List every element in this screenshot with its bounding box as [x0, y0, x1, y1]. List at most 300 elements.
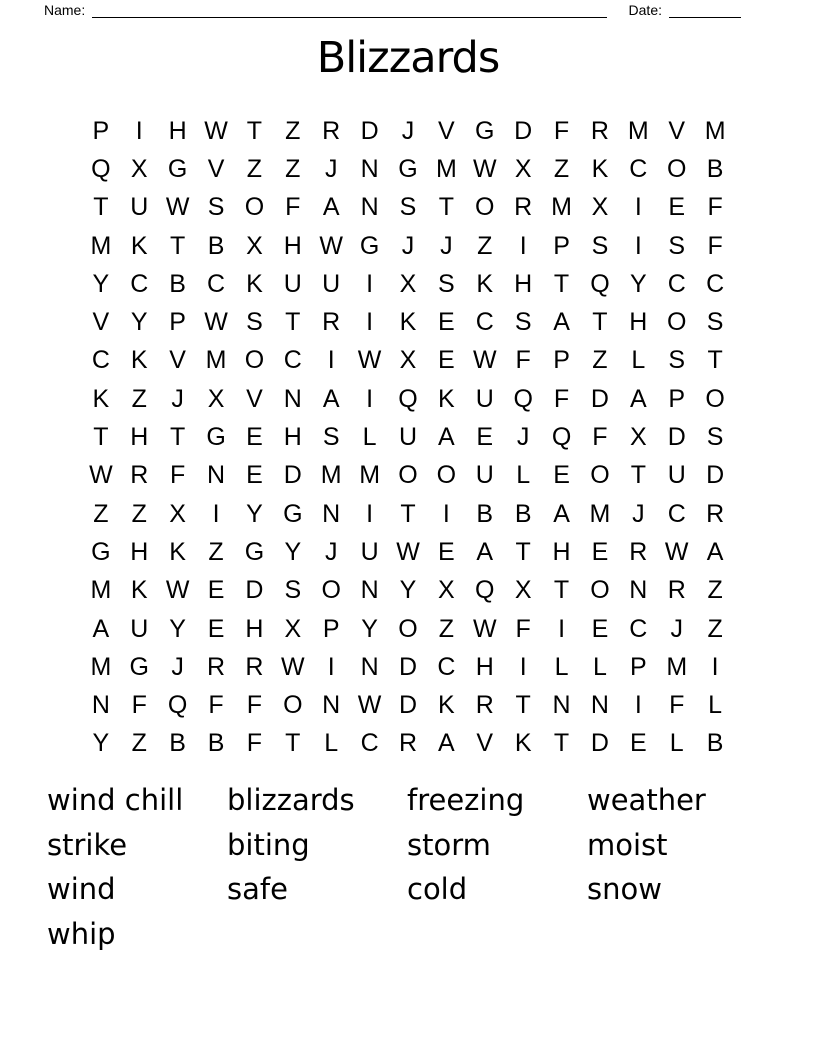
grid-letter: G	[475, 116, 495, 145]
grid-letter: G	[283, 499, 303, 528]
grid-letter: X	[629, 423, 647, 452]
grid-letter: T	[515, 691, 531, 720]
grid-letter: F	[553, 384, 570, 413]
grid-letter: V	[246, 384, 263, 413]
grid-letter: I	[135, 116, 143, 145]
grid-letter: Y	[361, 614, 378, 643]
grid-letter: W	[396, 537, 420, 566]
grid-letter: Q	[513, 384, 533, 413]
grid-letter: M	[205, 346, 227, 375]
grid-letter: W	[204, 116, 228, 145]
grid-letter: T	[93, 423, 109, 452]
grid-letter: V	[92, 308, 110, 337]
grid-letter: Q	[167, 691, 188, 720]
grid-letter: M	[551, 193, 572, 222]
grid-letter: H	[283, 423, 302, 452]
grid-letter: O	[436, 461, 457, 490]
grid-letter: R	[475, 691, 494, 720]
grid-letter: L	[516, 461, 531, 490]
grid-letter: W	[664, 537, 689, 566]
grid-letter: C	[360, 729, 379, 758]
grid-letter: F	[170, 461, 186, 490]
grid-letter: I	[366, 308, 374, 337]
grid-letter: B	[169, 729, 186, 758]
grid-letter: I	[558, 614, 566, 643]
grid-letter: H	[514, 269, 533, 298]
grid-letter: B	[476, 499, 494, 528]
grid-letter: T	[553, 729, 570, 758]
grid-letter: S	[514, 308, 532, 337]
grid-letter: O	[705, 384, 725, 413]
grid-letter: F	[515, 614, 531, 643]
grid-letter: T	[630, 461, 646, 490]
grid-letter: I	[519, 652, 527, 681]
grid-letter: Z	[707, 614, 723, 643]
grid-letter: N	[629, 576, 648, 605]
grid-letter: S	[207, 193, 225, 222]
grid-letter: U	[475, 461, 494, 490]
word-item: wind	[47, 872, 116, 906]
grid-letter: N	[590, 691, 609, 720]
grid-letter: W	[165, 193, 190, 222]
grid-letter: Z	[285, 154, 301, 183]
grid-letter: Q	[475, 576, 495, 605]
grid-letter: E	[246, 423, 263, 452]
grid-letter: G	[206, 423, 226, 452]
grid-letter: H	[168, 116, 187, 145]
grid-letter: C	[437, 652, 456, 681]
grid-letter: E	[207, 614, 225, 643]
grid-letter: H	[475, 652, 494, 681]
grid-letter: K	[246, 269, 263, 298]
word-item: freezing	[407, 783, 525, 817]
grid-letter: Z	[93, 499, 109, 528]
grid-letter: Y	[169, 614, 186, 643]
grid-letter: U	[398, 423, 418, 452]
grid-letter: W	[204, 308, 228, 337]
grid-letter: X	[207, 384, 225, 413]
grid-letter: O	[244, 346, 265, 375]
grid-letter: G	[398, 154, 418, 183]
grid-letter: D	[706, 461, 725, 490]
name-fill-line	[92, 4, 606, 18]
grid-letter: C	[91, 346, 110, 375]
grid-letter: P	[92, 116, 110, 145]
grid-letter: X	[438, 576, 455, 605]
grid-letter: J	[670, 614, 683, 643]
grid-letter: O	[398, 614, 418, 643]
grid-letter: M	[666, 652, 688, 681]
grid-letter: F	[246, 729, 263, 758]
grid-letter: O	[590, 461, 610, 490]
grid-letter: J	[324, 154, 338, 183]
grid-letter: O	[398, 461, 418, 490]
grid-letter: E	[438, 308, 455, 337]
grid-letter: K	[476, 269, 494, 298]
grid-letter: T	[246, 116, 263, 145]
grid-letter: H	[130, 537, 149, 566]
grid-letter: I	[366, 499, 374, 528]
grid-letter: Z	[131, 729, 147, 758]
grid-letter: D	[667, 423, 686, 452]
word-item: blizzards	[227, 783, 355, 817]
grid-letter: E	[246, 461, 263, 490]
grid-letter: U	[475, 384, 494, 413]
grid-letter: X	[246, 231, 263, 260]
grid-letter: P	[668, 384, 686, 413]
grid-letter: X	[399, 346, 417, 375]
grid-letter: D	[398, 691, 418, 720]
grid-letter: M	[435, 154, 457, 183]
grid-letter: D	[590, 384, 609, 413]
word-list	[47, 778, 767, 956]
grid-letter: F	[285, 193, 301, 222]
grid-letter: G	[167, 154, 188, 183]
grid-letter: T	[553, 576, 570, 605]
grid-letter: J	[171, 384, 184, 413]
grid-letter: O	[283, 691, 303, 720]
grid-letter: M	[359, 461, 381, 490]
grid-letter: X	[591, 193, 609, 222]
grid-letter: P	[169, 308, 186, 337]
grid-letter: U	[322, 269, 341, 298]
grid-letter: O	[475, 193, 495, 222]
grid-letter: I	[327, 346, 335, 375]
grid-letter: F	[131, 691, 147, 720]
grid-letter: Y	[284, 537, 302, 566]
grid-letter: I	[212, 499, 220, 528]
grid-letter: A	[322, 384, 340, 413]
grid-letter: A	[92, 614, 110, 643]
grid-letter: K	[130, 576, 148, 605]
grid-letter: L	[669, 729, 684, 758]
word-item: biting	[227, 827, 310, 862]
grid-letter: V	[476, 729, 494, 758]
grid-letter: G	[129, 652, 149, 681]
grid-letter: R	[629, 537, 648, 566]
grid-letter: O	[321, 576, 341, 605]
grid-letter: R	[590, 116, 609, 145]
grid-letter: K	[92, 384, 110, 413]
grid-letter: Z	[208, 537, 224, 566]
grid-letter: R	[706, 499, 725, 528]
grid-letter: J	[324, 537, 338, 566]
grid-letter: R	[207, 652, 226, 681]
grid-letter: Q	[398, 384, 418, 413]
word-item: whip	[47, 916, 116, 951]
grid-letter: W	[281, 652, 305, 681]
grid-letter: S	[706, 423, 724, 452]
grid-letter: Z	[592, 346, 608, 375]
grid-letter: R	[514, 193, 533, 222]
grid-letter: J	[171, 652, 184, 681]
grid-letter: A	[322, 193, 340, 222]
grid-letter: O	[590, 576, 610, 605]
grid-letter: T	[438, 193, 455, 222]
grid-letter: L	[708, 691, 723, 720]
grid-letter: E	[207, 576, 225, 605]
grid-letter: S	[246, 308, 263, 337]
grid-letter: M	[627, 116, 649, 145]
grid-letter: K	[514, 729, 532, 758]
grid-letter: N	[360, 154, 379, 183]
name-label: Name:	[44, 2, 86, 18]
grid-letter: T	[707, 346, 723, 375]
grid-letter: S	[706, 308, 724, 337]
grid-letter: I	[711, 652, 719, 681]
grid-letter: I	[634, 691, 642, 720]
grid-letter: G	[91, 537, 111, 566]
grid-letter: Y	[130, 308, 148, 337]
grid-letter: K	[130, 346, 148, 375]
grid-letter: U	[667, 461, 686, 490]
grid-letter: D	[398, 652, 418, 681]
grid-letter: I	[519, 231, 527, 260]
grid-letter: K	[169, 537, 186, 566]
grid-letter: T	[553, 269, 570, 298]
grid-letter: N	[91, 691, 110, 720]
grid-letter: C	[283, 346, 302, 375]
grid-letter: F	[707, 193, 723, 222]
grid-letter: E	[591, 614, 609, 643]
grid-letter: E	[553, 461, 570, 490]
grid-letter: N	[360, 652, 379, 681]
grid-letter: I	[366, 384, 374, 413]
grid-letter: K	[399, 308, 417, 337]
grid-letter: T	[170, 423, 186, 452]
grid-letter: M	[704, 116, 726, 145]
grid-letter: B	[207, 231, 225, 260]
grid-letter: X	[514, 576, 532, 605]
grid-letter: Q	[590, 269, 610, 298]
word-item: safe	[227, 872, 288, 906]
grid-letter: W	[472, 346, 497, 375]
grid-letter: F	[208, 691, 224, 720]
grid-letter: Z	[285, 116, 301, 145]
grid-letter: K	[438, 691, 455, 720]
puzzle-title: Blizzards	[316, 33, 500, 83]
word-item: moist	[587, 827, 668, 862]
grid-letter: C	[667, 499, 686, 528]
grid-letter: C	[667, 269, 686, 298]
word-item: strike	[47, 827, 128, 862]
grid-letter: U	[283, 269, 302, 298]
grid-letter: V	[207, 154, 225, 183]
grid-letter: T	[285, 308, 301, 337]
grid-letter: R	[245, 652, 264, 681]
grid-letter: K	[591, 154, 609, 183]
grid-letter: A	[706, 537, 724, 566]
grid-letter: X	[399, 269, 417, 298]
grid-letter: H	[130, 423, 149, 452]
grid-letter: B	[706, 154, 724, 183]
grid-letter: E	[476, 423, 494, 452]
grid-letter: A	[438, 729, 455, 758]
date-label: Date:	[628, 2, 662, 18]
grid-letter: O	[667, 308, 687, 337]
grid-letter: M	[90, 576, 112, 605]
grid-letter: B	[514, 499, 532, 528]
grid-letter: T	[400, 499, 416, 528]
grid-letter: M	[90, 231, 112, 260]
letter-grid	[82, 112, 735, 763]
grid-letter: P	[553, 346, 570, 375]
grid-letter: D	[245, 576, 264, 605]
grid-letter: C	[475, 308, 494, 337]
grid-letter: Z	[131, 384, 147, 413]
grid-letter: W	[357, 691, 382, 720]
grid-letter: N	[207, 461, 226, 490]
grid-letter: Z	[707, 576, 723, 605]
grid-letter: O	[667, 154, 687, 183]
grid-letter: A	[553, 499, 570, 528]
grid-letter: Z	[438, 614, 455, 643]
grid-letter: W	[472, 614, 497, 643]
grid-letter: F	[669, 691, 685, 720]
grid-letter: Y	[399, 576, 417, 605]
date-fill-line	[669, 4, 741, 18]
grid-letter: Y	[629, 269, 647, 298]
grid-letter: Z	[477, 231, 493, 260]
grid-letter: L	[362, 423, 377, 452]
grid-letter: E	[591, 537, 609, 566]
grid-letter: F	[515, 346, 531, 375]
grid-letter: J	[401, 231, 415, 260]
grid-letter: M	[90, 652, 112, 681]
grid-letter: E	[438, 537, 455, 566]
grid-letter: E	[629, 729, 647, 758]
grid-letter: W	[472, 154, 497, 183]
grid-letter: X	[130, 154, 148, 183]
grid-letter: U	[360, 537, 379, 566]
grid-letter: I	[327, 652, 335, 681]
grid-letter: Y	[246, 499, 263, 528]
grid-letter: E	[438, 346, 455, 375]
grid-letter: L	[631, 346, 646, 375]
grid-letter: Y	[92, 729, 110, 758]
grid-letter: D	[283, 461, 302, 490]
grid-letter: I	[634, 193, 642, 222]
word-column	[407, 778, 587, 956]
grid-letter: J	[632, 499, 645, 528]
grid-letter: W	[357, 346, 382, 375]
grid-letter: T	[170, 231, 186, 260]
grid-letter: V	[668, 116, 686, 145]
grid-letter: H	[245, 614, 264, 643]
grid-letter: A	[629, 384, 647, 413]
grid-letter: L	[324, 729, 339, 758]
grid-letter: C	[207, 269, 226, 298]
word-column	[47, 778, 227, 956]
grid-letter: B	[706, 729, 724, 758]
grid-letter: K	[438, 384, 455, 413]
grid-letter: V	[169, 346, 186, 375]
grid-letter: F	[707, 231, 723, 260]
grid-letter: R	[322, 116, 341, 145]
header	[44, 2, 741, 18]
grid-letter: D	[360, 116, 379, 145]
grid-letter: K	[130, 231, 148, 260]
grid-letter: R	[322, 308, 341, 337]
word-item: weather	[587, 783, 706, 817]
grid-letter: S	[322, 423, 340, 452]
word-column	[227, 778, 407, 956]
grid-letter: J	[401, 116, 415, 145]
grid-letter: J	[440, 231, 453, 260]
grid-letter: G	[244, 537, 265, 566]
grid-letter: N	[360, 193, 379, 222]
grid-letter: W	[319, 231, 344, 260]
grid-letter: S	[591, 231, 609, 260]
grid-letter: S	[284, 576, 302, 605]
grid-letter: H	[552, 537, 571, 566]
grid-letter: G	[359, 231, 380, 260]
grid-letter: Z	[553, 154, 570, 183]
grid-letter: X	[169, 499, 186, 528]
grid-letter: B	[169, 269, 186, 298]
grid-letter: Y	[92, 269, 110, 298]
grid-letter: J	[516, 423, 530, 452]
grid-letter: U	[130, 614, 149, 643]
grid-letter: X	[514, 154, 532, 183]
grid-letter: I	[442, 499, 450, 528]
grid-letter: M	[589, 499, 611, 528]
grid-letter: R	[130, 461, 149, 490]
grid-letter: R	[398, 729, 418, 758]
grid-letter: F	[553, 116, 570, 145]
grid-letter: P	[322, 614, 340, 643]
word-item: cold	[407, 872, 468, 906]
grid-letter: D	[514, 116, 533, 145]
grid-letter: Z	[131, 499, 147, 528]
grid-letter: N	[552, 691, 571, 720]
grid-letter: M	[320, 461, 342, 490]
grid-letter: W	[89, 461, 113, 490]
grid-letter: L	[592, 652, 607, 681]
grid-letter: A	[553, 308, 570, 337]
grid-letter: I	[366, 269, 374, 298]
grid-letter: N	[322, 499, 341, 528]
grid-letter: A	[438, 423, 455, 452]
grid-letter: T	[515, 537, 531, 566]
grid-letter: Q	[551, 423, 572, 452]
word-item: storm	[407, 827, 491, 862]
grid-letter: C	[130, 269, 149, 298]
grid-letter: N	[322, 691, 341, 720]
grid-letter: R	[667, 576, 686, 605]
grid-letter: H	[629, 308, 648, 337]
grid-letter: F	[246, 691, 263, 720]
grid-letter: W	[165, 576, 190, 605]
grid-letter: C	[629, 614, 648, 643]
grid-letter: T	[93, 193, 109, 222]
grid-letter: S	[399, 193, 417, 222]
grid-letter: D	[590, 729, 609, 758]
grid-letter: V	[438, 116, 455, 145]
grid-letter: Z	[246, 154, 263, 183]
grid-letter: F	[592, 423, 608, 452]
grid-letter: N	[283, 384, 302, 413]
grid-letter: A	[476, 537, 494, 566]
grid-letter: T	[592, 308, 608, 337]
grid-letter: C	[629, 154, 648, 183]
grid-letter: I	[634, 231, 642, 260]
grid-letter: B	[207, 729, 225, 758]
word-column	[587, 778, 767, 956]
grid-letter: T	[285, 729, 301, 758]
grid-letter: P	[629, 652, 647, 681]
grid-letter: P	[553, 231, 570, 260]
